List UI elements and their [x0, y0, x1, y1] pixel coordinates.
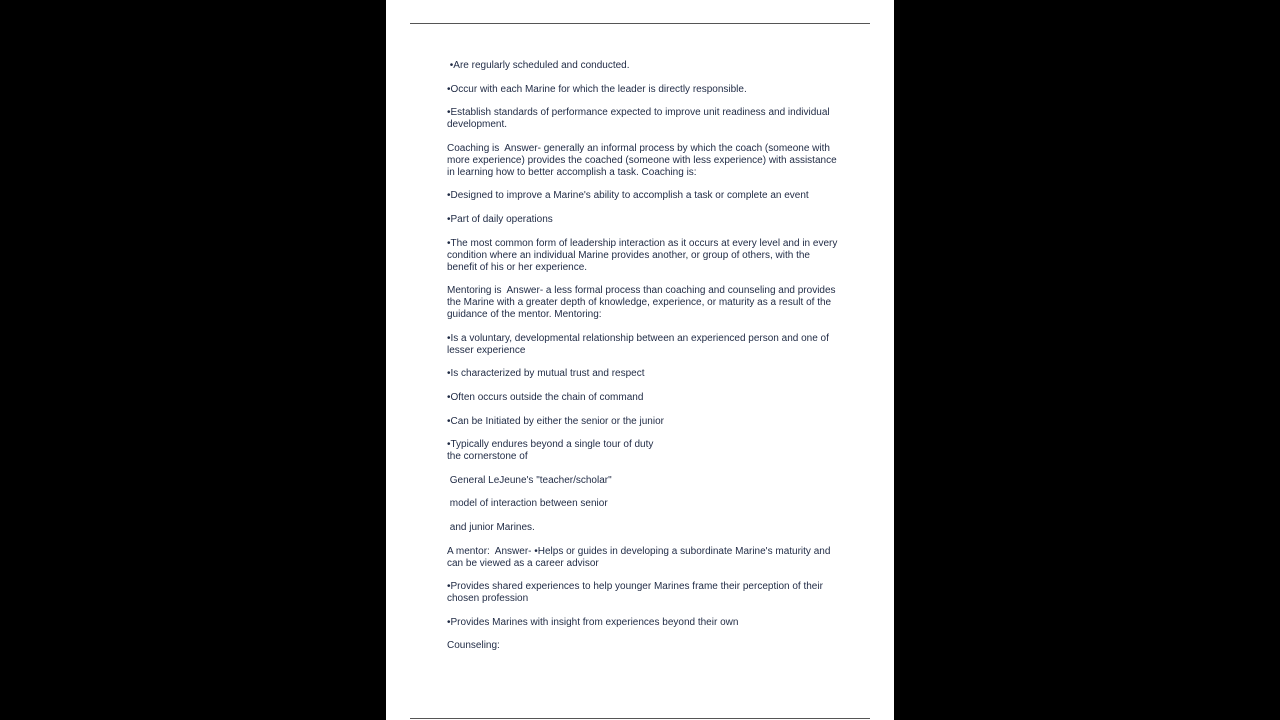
coaching-definition: Coaching is Answer- generally an informal process by which the coach (someone with more experience) provides the coached (someone with less experience) with assistance in learning how to better accomplish a task. Coaching is: [447, 142, 840, 178]
bullet-standards: •Establish standards of performance expected to improve unit readiness and individual development. [447, 107, 833, 131]
page-content [447, 60, 839, 664]
mentoring-definition: Mentoring is Answer- a less formal process than coaching and counseling and provides the Marine with a greater depth of knowledge, experience, or maturity as a result of the guidance of the mentor. Mentoring: [447, 285, 839, 321]
bullet-shared-experiences: •Provides shared experiences to help younger Marines frame their perception of their chosen profession [447, 581, 826, 605]
junior-marines-line: and junior Marines. [447, 521, 535, 533]
header-rule [410, 23, 870, 24]
bullet-chain-of-command: •Often occurs outside the chain of command [447, 391, 644, 403]
bullet-common-form: •The most common form of leadership interaction as it occurs at every level and in every condition where an individual Marine provides another, or group of others, with the benefit of his or her experience. [447, 237, 841, 273]
cornerstone-line: the cornerstone of [447, 451, 528, 463]
bullet-designed: •Designed to improve a Marine's ability to accomplish a task or complete an event [447, 190, 809, 202]
bullet-mutual-trust: •Is characterized by mutual trust and respect [447, 368, 645, 380]
lejeune-line: General LeJeune's "teacher/scholar" [447, 474, 612, 486]
bullet-initiated: •Can be Initiated by either the senior or the junior [447, 415, 664, 427]
bullet-insight: •Provides Marines with insight from experiences beyond their own [447, 616, 739, 628]
bullet-each-marine: •Occur with each Marine for which the leader is directly responsible. [447, 83, 747, 95]
mentor-definition: A mentor: Answer- •Helps or guides in developing a subordinate Marine's maturity and can be viewed as a career advisor [447, 545, 834, 569]
counseling-heading: Counseling: [447, 640, 500, 652]
bullet-voluntary: •Is a voluntary, developmental relationship between an experienced person and one of lesser experience [447, 332, 832, 356]
model-line: model of interaction between senior [447, 498, 608, 510]
document-page [386, 0, 894, 720]
bullet-scheduled: •Are regularly scheduled and conducted. [447, 60, 630, 71]
footer-rule [410, 718, 870, 719]
bullet-tour-of-duty: •Typically endures beyond a single tour of duty [447, 439, 654, 451]
bullet-daily-operations: •Part of daily operations [447, 213, 553, 225]
